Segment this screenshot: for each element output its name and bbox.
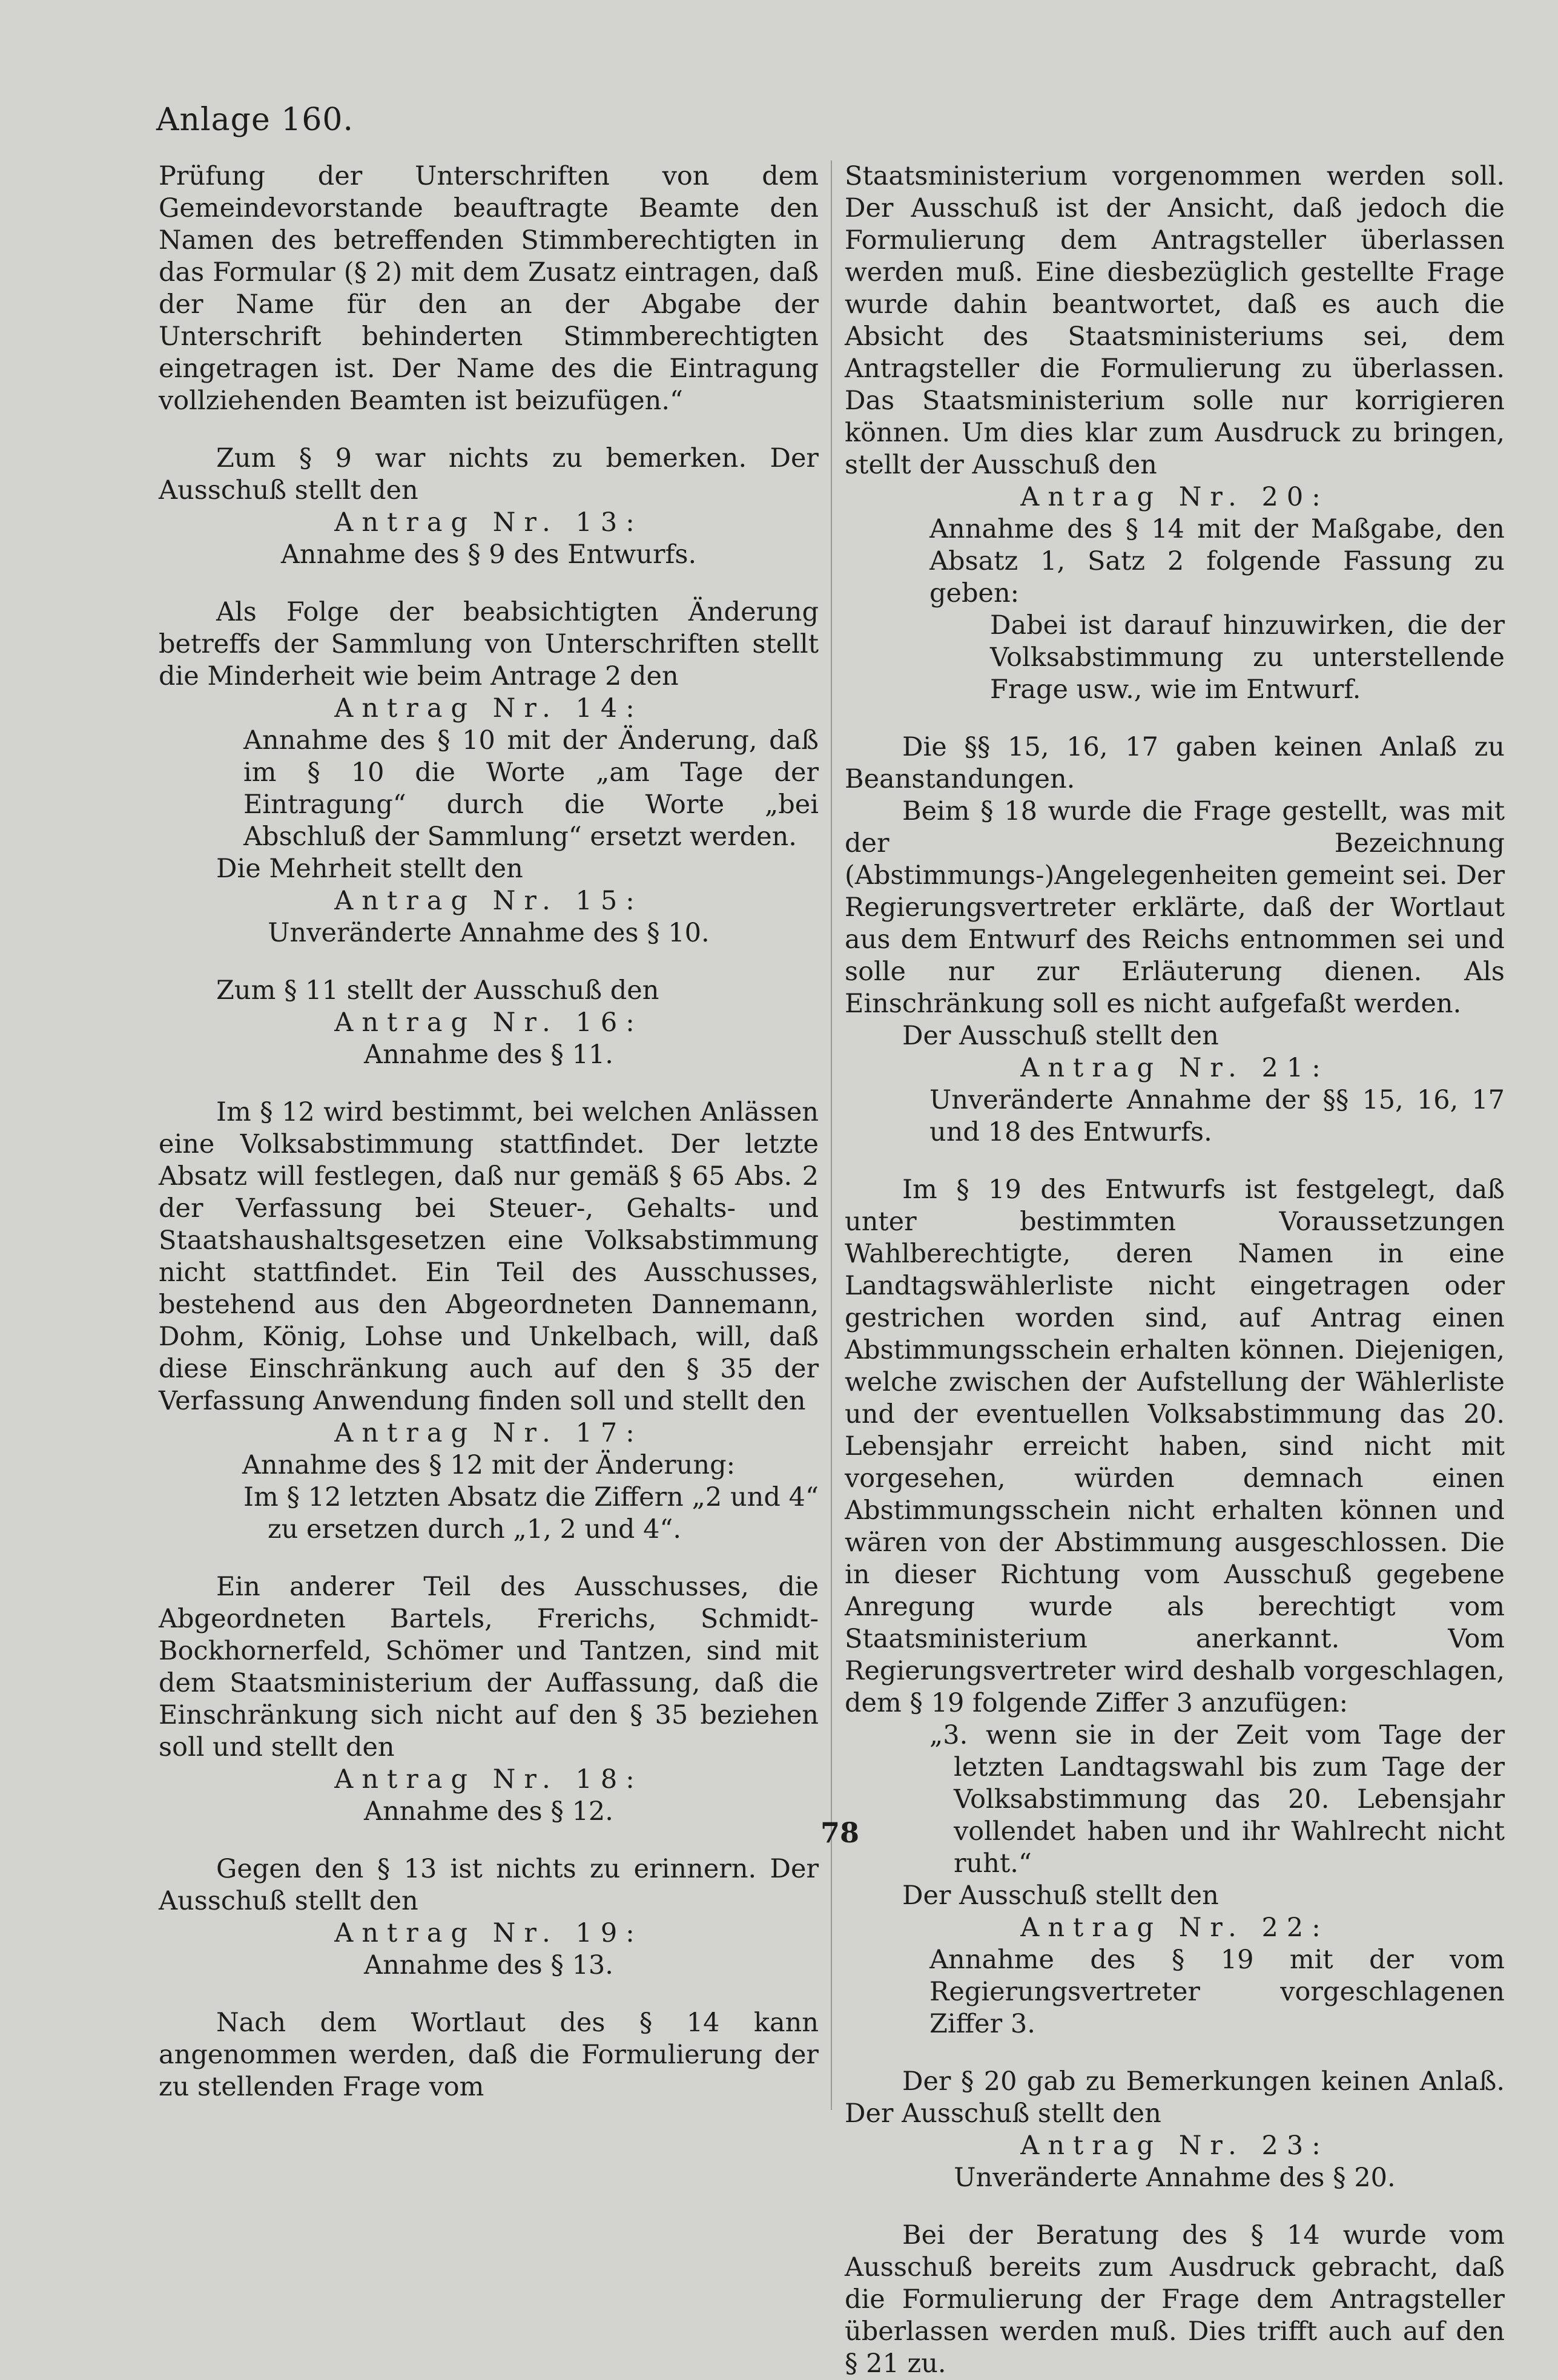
antrag-text: Annahme des § 10 mit der Änderung, daß im § 10 die Worte „am Tage der Eintragung“ durch die Worte „bei Abschluß der Sammlung“ ersetzt werden. [243,725,819,852]
paragraph: Der Ausschuß stellt den [902,1021,1219,1051]
antrag-heading: Antrag Nr. 22: [1020,1913,1329,1943]
antrag-text: Annahme des § 12. [364,1796,613,1827]
paragraph: Im § 12 wird bestimmt, bei welchen Anlässen eine Volksabstimmung stattfindet. Der letzte Absatz will festlegen, daß nur gemäß § 65 Abs. 2 der Verfassung bei Steuer-, Gehalts- und Staatshaushaltsgesetzen eine Volksabstimmung nicht stattfindet. Ein Teil des Ausschusses, bestehend aus den Abgeordneten Dannemann, Dohm, König, Lohse und Unkelbach, will, daß diese Einschränkung auch auf den § 35 der Verfassung Anwendung finden soll und stellt den [159,1097,819,1416]
antrag-quote: Dabei ist darauf hinzuwirken, die der Volksabstimmung zu unterstellende Frage usw., wie im Entwurf. [990,610,1505,705]
antrag-heading: Antrag Nr. 18: [334,1764,643,1795]
antrag-heading: Antrag Nr. 19: [334,1918,643,1948]
antrag-heading: Antrag Nr. 14: [334,693,643,724]
antrag-heading: Antrag Nr. 23: [1020,2131,1329,2161]
antrag-text: Annahme des § 19 mit der vom Regierungsvertreter vorgeschlagenen Ziffer 3. [929,1945,1505,2039]
paragraph: Als Folge der beabsichtigten Änderung betreffs der Sammlung von Unterschriften stellt die Minderheit wie beim Antrage 2 den [159,597,819,691]
antrag-quote: Im § 12 letzten Absatz die Ziffern „2 und 4“ zu ersetzen durch „1, 2 und 4“. [243,1482,819,1544]
antrag-heading: Antrag Nr. 17: [334,1418,643,1448]
antrag-heading: Antrag Nr. 13: [334,507,643,538]
antrag-text: Annahme des § 13. [364,1950,613,1980]
paragraph: Der Ausschuß stellt den [902,1881,1219,1911]
left-column [159,160,819,2103]
paragraph: Nach dem Wortlaut des § 14 kann angenommen werden, daß die Formulierung der zu stellenden Frage vom [159,2008,819,2102]
paragraph: Der § 20 gab zu Bemerkungen keinen Anlaß. Der Ausschuß stellt den [845,2066,1505,2129]
page-number: 78 [820,1816,860,1849]
antrag-text: Annahme des § 9 des Entwurfs. [280,539,697,570]
paragraph: Staatsministerium vorgenommen werden soll. Der Ausschuß ist der Ansicht, daß jedoch die Formulierung dem Antragsteller überlassen werden muß. Eine diesbezüglich gestellte Frage wurde dahin beantwortet, daß es auch die Absicht des Staatsministeriums sei, dem Antragsteller die Formulierung zu überlassen. Das Staatsministerium solle nur korrigieren können. Um dies klar zum Ausdruck zu bringen, stellt der Ausschuß den [845,161,1505,480]
antrag-text: Annahme des § 14 mit der Maßgabe, den Absatz 1, Satz 2 folgende Fassung zu geben: [929,514,1505,608]
antrag-heading: Antrag Nr. 15: [334,886,643,916]
antrag-text: Unveränderte Annahme des § 10. [268,918,710,948]
antrag-heading: Antrag Nr. 21: [1020,1053,1329,1083]
paragraph: Zum § 9 war nichts zu bemerken. Der Ausschuß stellt den [159,443,819,506]
paragraph: Prüfung der Unterschriften von dem Gemeindevorstande beauftragte Beamte den Namen des betreffenden Stimmberechtigten in das Formular (§ 2) mit dem Zusatz eintragen, daß der Name für den an der Abgabe der Unterschrift behinderten Stimmberechtigten eingetragen ist. Der Name des die Eintragung vollziehenden Beamten ist beizufügen.“ [159,161,819,416]
paragraph: Die Mehrheit stellt den [216,854,523,884]
antrag-heading: Antrag Nr. 16: [334,1007,643,1038]
page-header: Anlage 160. [156,102,354,138]
paragraph: Beim § 18 wurde die Frage gestellt, was mit der Bezeichnung (Abstimmungs-)Angelegenheiten gemeint sei. Der Regierungsvertreter erklärte, daß der Wortlaut aus dem Entwurf des Reichs entnommen sei und solle nur zur Erläuterung dienen. Als Einschränkung soll es nicht aufgefaßt werden. [845,796,1505,1019]
paragraph: Bei der Beratung des § 14 wurde vom Ausschuß bereits zum Ausdruck gebracht, daß die Formulierung der Frage dem Antragsteller überlassen werden muß. Dies trifft auch auf den § 21 zu. [845,2220,1505,2379]
antrag-text: Unveränderte Annahme des § 20. [954,2163,1396,2193]
paragraph: Gegen den § 13 ist nichts zu erinnern. Der Ausschuß stellt den [159,1854,819,1916]
antrag-text: Annahme des § 12 mit der Änderung: [242,1450,736,1480]
paragraph: Zum § 11 stellt der Ausschuß den [216,975,659,1006]
paragraph: Im § 19 des Entwurfs ist festgelegt, daß unter bestimmten Voraussetzungen Wahlberechtigte, deren Namen in eine Landtagswählerliste nicht eingetragen oder gestrichen worden sind, auf Antrag einen Abstimmungsschein erhalten können. Diejenigen, welche zwischen der Aufstellung der Wählerliste und der eventuellen Volksabstimmung das 20. Lebensjahr erreicht haben, sind nicht mit vorgesehen, würden demnach einen Abstimmungsschein nicht erhalten können und wären von der Abstimmung ausgeschlossen. Die in dieser Richtung vom Ausschuß gegebene Anregung wurde als berechtigt vom Staatsministerium anerkannt. Vom Regierungsvertreter wird deshalb vorgeschlagen, dem § 19 folgende Ziffer 3 anzufügen: [845,1175,1505,1718]
antrag-heading: Antrag Nr. 20: [1020,482,1329,512]
antrag-text: Unveränderte Annahme der §§ 15, 16, 17 und 18 des Entwurfs. [929,1085,1505,1147]
right-column [845,160,1505,2380]
antrag-text: Annahme des § 11. [364,1040,613,1070]
paragraph: Ein anderer Teil des Ausschusses, die Abgeordneten Bartels, Frerichs, Schmidt-Bockhornerfeld, Schömer und Tantzen, sind mit dem Staatsministerium der Auffassung, daß die Einschränkung sich nicht auf den § 35 beziehen soll und stellt den [159,1572,819,1762]
quote-block: „3. wenn sie in der Zeit vom Tage der letzten Landtagswahl bis zum Tage der Volksabstimmung das 20. Lebensjahr vollendet haben und ihr Wahlrecht nicht ruht.“ [929,1720,1505,1879]
paragraph: Die §§ 15, 16, 17 gaben keinen Anlaß zu Beanstandungen. [845,732,1505,794]
